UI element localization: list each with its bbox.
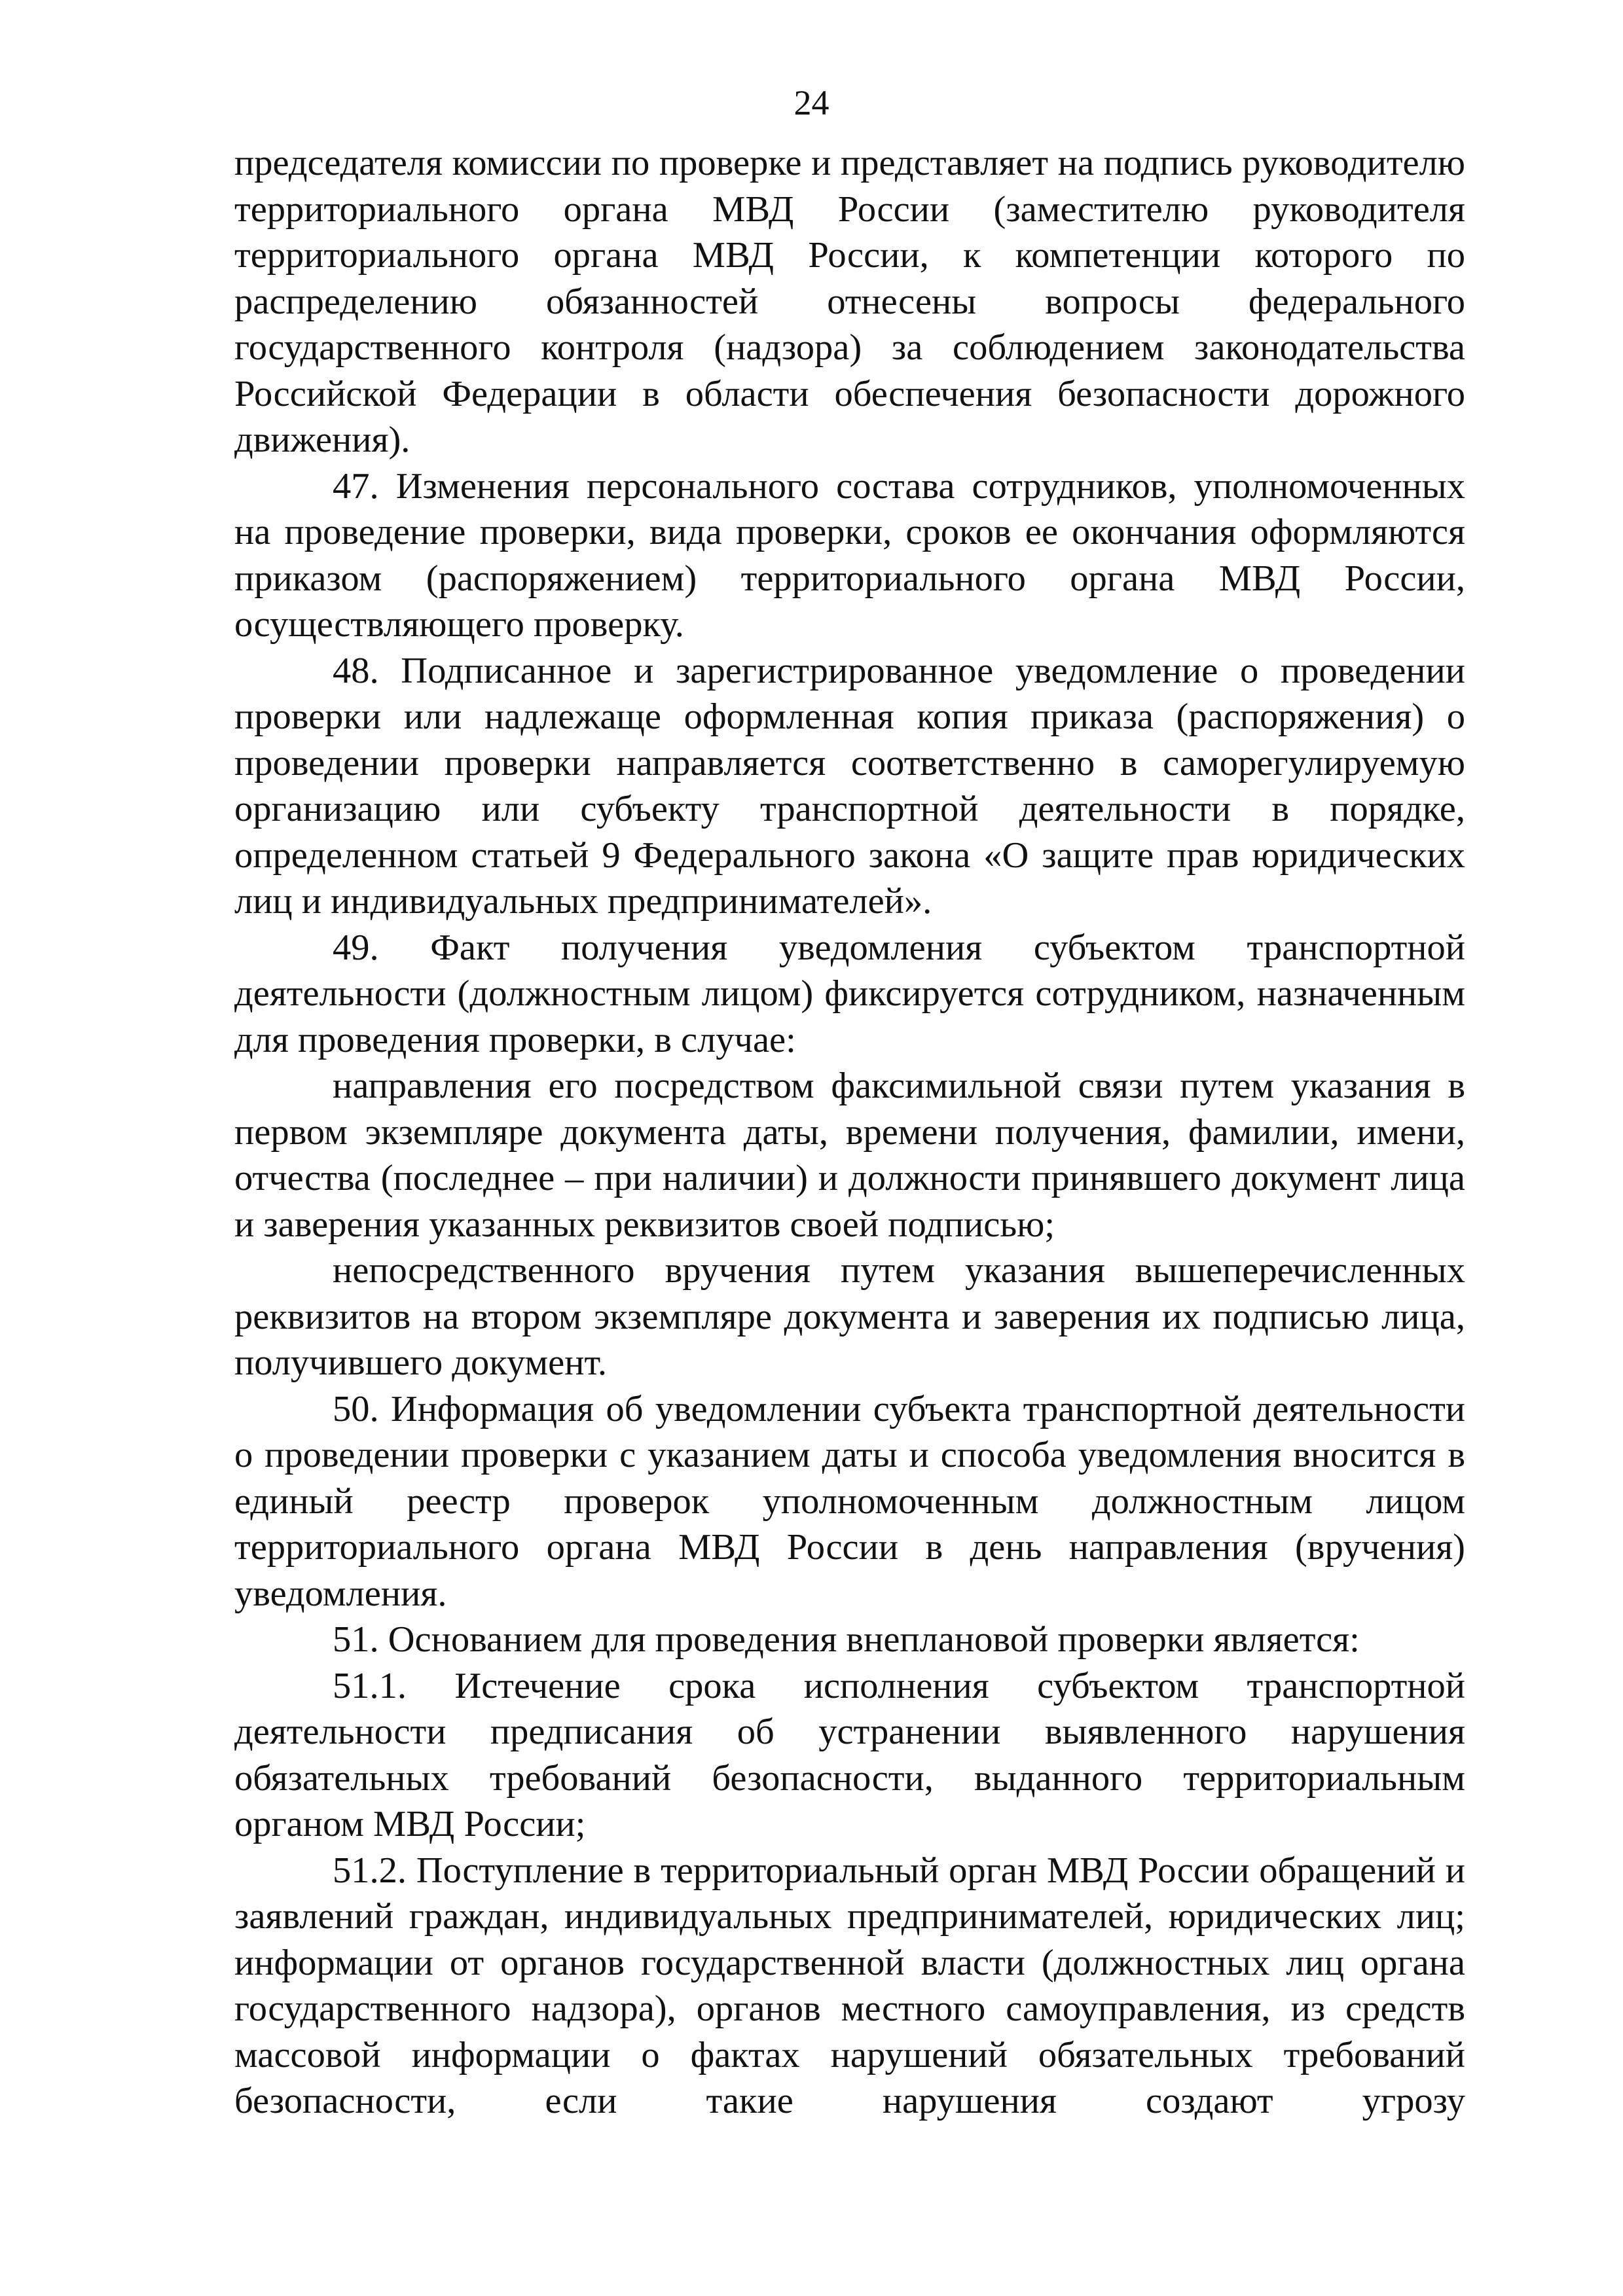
- document-body: [234, 140, 1465, 2125]
- paragraph-51: 51. Основанием для проведения внеплановой проверки является:: [333, 1619, 1360, 1660]
- paragraph-49-case-fax: направления его посредством факсимильной связи путем указания в первом экземпляре документа даты, времени получения, фамилии, имени, отчества (последнее – при наличии) и должности принявшего документ лица и заверения указанных реквизитов своей подписью;: [234, 1066, 1465, 1245]
- paragraph-51-2: 51.2. Поступление в территориальный орган МВД России обращений и заявлений граждан, индивидуальных предпринимателей, юридических лиц; информации от органов государственной власти (должностных лиц органа государственного надзора), органов местного самоуправления, из средств массовой информации о фактах нарушений обязательных требований безопасности, если такие нарушения создают угрозу: [234, 1850, 1465, 2121]
- paragraph-51-1: 51.1. Истечение срока исполнения субъектом транспортной деятельности предписания об устранении выявленного нарушения обязательных требований безопасности, выданного территориальным органом МВД России;: [234, 1665, 1465, 1844]
- paragraph-49-case-delivery: непосредственного вручения путем указания вышеперечисленных реквизитов на втором экземпляре документа и заверения их подписью лица, получившего документ.: [234, 1250, 1465, 1383]
- page-number: 24: [793, 83, 830, 122]
- paragraph-47: 47. Изменения персонального состава сотрудников, уполномоченных на проведение проверки, вида проверки, сроков ее окончания оформляются приказом (распоряжением) территориального органа МВД России, осуществляющего проверку.: [234, 465, 1465, 645]
- paragraph-continuation: председателя комиссии по проверке и представляет на подпись руководителю территориального органа МВД России (заместителю руководителя территориального органа МВД России, к компетенции которого по распределению обязанностей отнесены вопросы федерального государственного контроля (надзора) за соблюдением законодательства Российской Федерации в области обеспечения безопасности дорожного движения).: [234, 143, 1465, 460]
- paragraph-50: 50. Информация об уведомлении субъекта транспортной деятельности о проведении проверки с указанием даты и способа уведомления вносится в единый реестр проверок уполномоченным должностным лицом территориального органа МВД России в день направления (вручения) уведомления.: [234, 1388, 1465, 1614]
- paragraph-48: 48. Подписанное и зарегистрированное уведомление о проведении проверки или надлежаще оформленная копия приказа (распоряжения) о проведении проверки направляется соответственно в саморегулируемую организацию или субъекту транспортной деятельности в порядке, определенном статьей 9 Федерального закона «О защите прав юридических лиц и индивидуальных предпринимателей».: [234, 650, 1465, 922]
- paragraph-49: 49. Факт получения уведомления субъектом транспортной деятельности (должностным лицом) фиксируется сотрудником, назначенным для проведения проверки, в случае:: [234, 927, 1465, 1060]
